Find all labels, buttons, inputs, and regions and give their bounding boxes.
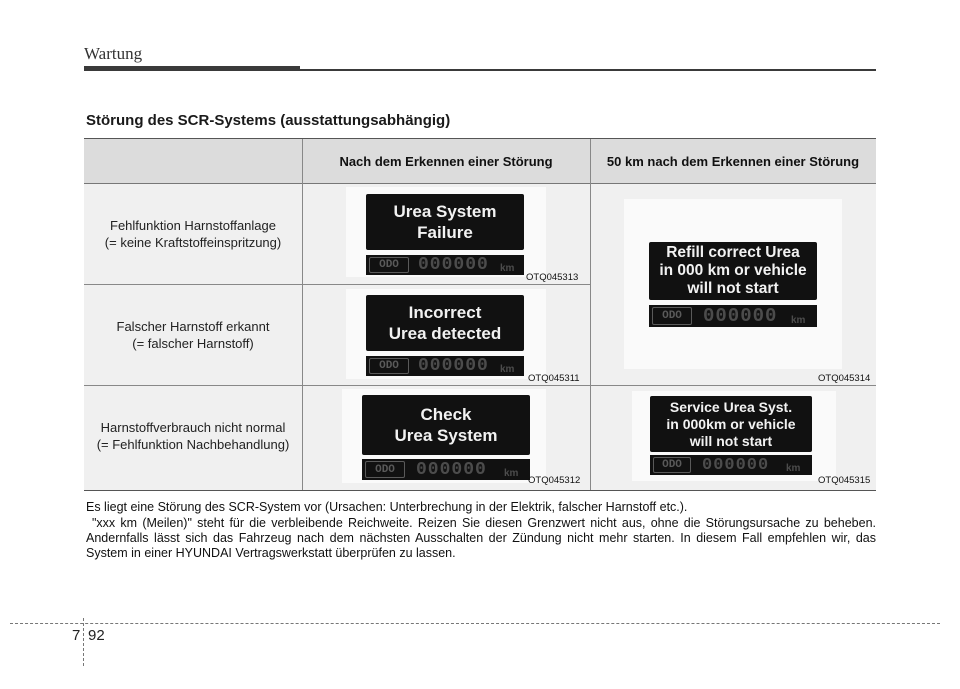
image-code: OTQ045311 <box>528 373 580 384</box>
scr-fault-table <box>84 138 876 491</box>
odometer: ODO 000000 km <box>366 255 524 275</box>
header-bar <box>84 66 300 71</box>
odometer: ODO 000000 km <box>649 305 817 327</box>
section-title: Störung des SCR-Systems (ausstattungsabhängig) <box>86 112 451 129</box>
image-code: OTQ045314 <box>818 373 871 384</box>
footer-divider <box>83 618 84 666</box>
row-divider <box>84 385 876 386</box>
cluster-display <box>624 199 842 369</box>
warning-message: Refill correct Urea in 000 km or vehicle will not start <box>649 242 817 300</box>
image-code: OTQ045312 <box>528 475 581 486</box>
header-title: Wartung <box>84 44 143 63</box>
warning-message: Urea System Failure <box>366 194 524 250</box>
row-label-wrong-urea: Falscher Harnstoff erkannt (= falscher Harnstoff) <box>116 319 270 351</box>
cluster-display <box>346 289 546 379</box>
cluster-display <box>632 391 836 481</box>
table-header-row <box>84 139 876 184</box>
warning-message: Incorrect Urea detected <box>366 295 524 351</box>
image-code: OTQ045315 <box>818 475 871 486</box>
page-number: 92 <box>88 627 105 644</box>
body-paragraph: Es liegt eine Störung des SCR-System vor (Ursachen: Unterbrechung in der Elektrik, falscher Harnstoff etc.). <box>86 500 688 514</box>
cluster-display <box>342 389 546 483</box>
body-paragraph: "xxx km (Meilen)" steht für die verbleibende Reichweite. Reizen Sie diesen Grenzwert nicht aus, ohne die Störungsursache zu beheben. Andernfalls lässt sich das Fahrzeug nach dem nächsten Ausschalten der Zündung nicht mehr starten. In diesem Fall empfehlen wir, das System in einer HYUNDAI Vertragswerkstatt überprüfen zu lassen. <box>86 516 876 560</box>
cluster-display <box>346 187 546 277</box>
column-header-after-detection: Nach dem Erkennen einer Störung <box>339 153 553 169</box>
row-divider <box>84 284 590 285</box>
warning-message: Service Urea Syst. in 000km or vehicle will not start <box>650 396 812 452</box>
footer-rule <box>10 623 940 624</box>
row-label-abnormal-consumption: Harnstoffverbrauch nicht normal (= Fehlfunktion Nachbehandlung) <box>96 420 290 452</box>
image-code: OTQ045313 <box>526 272 579 283</box>
row-label-urea-malfunction: Fehlfunktion Harnstoffanlage (= keine Kraftstoffeinspritzung) <box>104 218 282 250</box>
column-divider <box>590 139 591 490</box>
odometer: ODO 000000 km <box>650 455 812 475</box>
header-rule <box>300 69 876 71</box>
odometer: ODO 000000 km <box>362 459 530 480</box>
chapter-number: 7 <box>72 627 81 644</box>
column-header-50km-after: 50 km nach dem Erkennen einer Störung <box>606 153 860 169</box>
column-divider <box>302 139 303 490</box>
odometer: ODO 000000 km <box>366 356 524 376</box>
warning-message: Check Urea System <box>362 395 530 455</box>
